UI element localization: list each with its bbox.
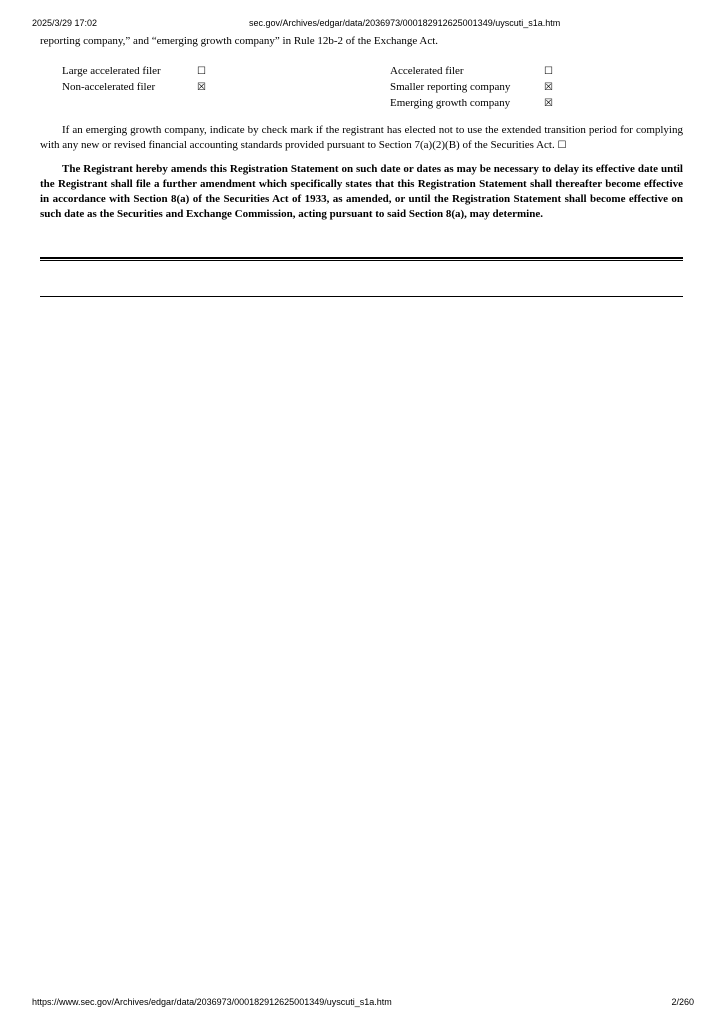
non-accelerated-filer-checkbox[interactable]: ☒ [197,82,206,93]
emerging-growth-company-label: Emerging growth company [390,97,511,109]
transition-period-paragraph [40,123,683,153]
large-accelerated-filer-label: Large accelerated filer [62,65,161,77]
transition-period-checkbox[interactable]: ☐ [557,140,567,151]
large-accelerated-filer-checkbox[interactable]: ☐ [197,66,206,77]
delaying-amendment-paragraph: The Registrant hereby amends this Registration Statement on such date or dates as may be necessary to delay its effective date until the Registrant shall file a further amendment which specifically states that this Registration Statement shall thereafter become effective in accordance with Section 8(a) of the Securities Act of 1933, as amended, or until the Registration Statement shall become effective on such date as the Securities and Exchange Commission, acting pursuant to said Section 8(a), may determine. [40,163,683,220]
print-datetime: 2025/3/29 17:02 [32,18,98,28]
emerging-growth-company-checkbox[interactable]: ☒ [544,98,553,109]
transition-period-text: If an emerging growth company, indicate by check mark if the registrant has elected not to use the extended transition period for complying with any new or revised financial accounting standards provided pursuant to Section 7(a)(2)(B) of the Securities Act. [40,124,683,151]
filer-status-table [40,64,683,114]
accelerated-filer-label: Accelerated filer [390,65,464,77]
smaller-reporting-company-label: Smaller reporting company [390,81,511,93]
single-divider-rule [40,296,683,297]
accelerated-filer-checkbox[interactable]: ☐ [544,66,553,77]
document-body [40,34,683,222]
footer-url: https://www.sec.gov/Archives/edgar/data/2036973/000182912625001349/uyscuti_s1a.htm [32,997,392,1007]
print-header [0,18,724,30]
non-accelerated-filer-label: Non-accelerated filer [62,81,156,93]
smaller-reporting-company-checkbox[interactable]: ☒ [544,82,553,93]
print-url: sec.gov/Archives/edgar/data/2036973/000182912625001349/uyscuti_s1a.htm [249,18,561,28]
double-divider-rule [40,257,683,261]
intro-line: reporting company,” and “emerging growth company” in Rule 12b-2 of the Exchange Act. [40,35,439,47]
page-number: 2/260 [671,997,694,1007]
print-footer [0,997,724,1009]
